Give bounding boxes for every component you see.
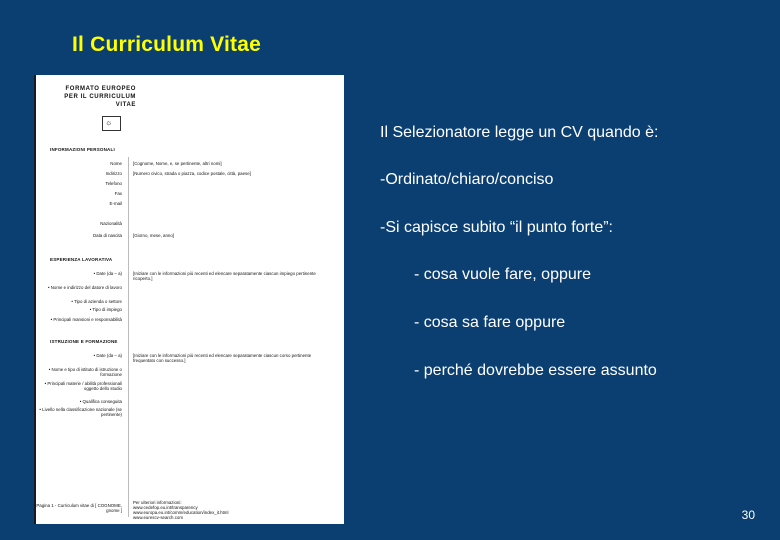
- point-ordered: -Ordinato/chiaro/conciso: [380, 171, 554, 188]
- cv-label: • Tipo di impiego: [89, 307, 122, 312]
- cv-label: • Livello nella classificazione nazionale (se pertinente): [39, 407, 122, 417]
- cv-document-image: [34, 75, 344, 524]
- page-number: 30: [741, 508, 755, 522]
- point-strength: -Si capisce subito “il punto forte”:: [380, 219, 613, 236]
- cv-value: [Cognome, Nome, e, se pertinente, altri nomi]: [133, 161, 222, 166]
- slide-title: Il Curriculum Vitae: [72, 33, 261, 56]
- cv-label: • Qualifica conseguita: [79, 399, 122, 404]
- cv-value: [Giorno, mese, anno]: [133, 233, 175, 238]
- sub-point: - cosa sa fare oppure: [414, 314, 566, 331]
- cv-header: FORMATO EUROPEO PER IL CURRICULUM VITAE: [64, 86, 136, 108]
- cv-label: • Nome e tipo di istituto di istruzione o formazione: [48, 367, 122, 377]
- cv-divider: [128, 157, 129, 517]
- cv-label: Nazionalità: [100, 221, 122, 226]
- cv-label: • Tipo di azienda o settore: [71, 299, 122, 304]
- cv-section-education: ISTRUZIONE E FORMAZIONE: [50, 339, 118, 344]
- cv-label: • Principali materie / abilità professionali oggetto dello studio: [44, 381, 122, 391]
- cv-value: [Numero civico, strada o piazza, codice postale, città, paese]: [133, 171, 251, 176]
- cv-label: • Nome e indirizzo del datore di lavoro: [47, 285, 122, 290]
- cv-label: Fax: [114, 191, 122, 196]
- cv-label: • Date (da – a): [93, 353, 122, 358]
- intro-text: Il Selezionatore legge un CV quando è:: [380, 124, 659, 141]
- cv-value: [Iniziare con le informazioni più recenti ed elencare separatamente ciascun impiego pertinente ricoperto.]: [133, 271, 316, 281]
- cv-label: Nome: [110, 161, 122, 166]
- cv-label: Telefono: [105, 181, 122, 186]
- cv-label: Indirizzo: [105, 171, 122, 176]
- cv-label: • Date (da – a): [93, 271, 122, 276]
- cv-footer-left: Pagina 1 - Curriculum vitae di [ COGNOME, gnome ]: [36, 503, 122, 513]
- eu-flag-icon: ☼: [102, 116, 121, 131]
- cv-section-experience: ESPERIENZA LAVORATIVA: [50, 257, 113, 262]
- cv-section-personal: INFORMAZIONI PERSONALI: [50, 147, 115, 152]
- sub-point: - perché dovrebbe essere assunto: [414, 362, 657, 379]
- cv-footer-right: Per ulteriori informazioni: www.cedefop.eu.int/transparency www.europa.eu.int/comm/education/index_it.html www.eurescv-search.com: [133, 500, 229, 520]
- cv-label: E-mail: [109, 201, 122, 206]
- cv-value: [Iniziare con le informazioni più recenti ed elencare separatamente ciascun corso pertinente frequentato con successo.]: [133, 353, 312, 363]
- sub-point: - cosa vuole fare, oppure: [414, 266, 591, 283]
- cv-label: • Principali mansioni e responsabilità: [50, 317, 122, 322]
- cv-label: Data di nascita: [92, 233, 122, 238]
